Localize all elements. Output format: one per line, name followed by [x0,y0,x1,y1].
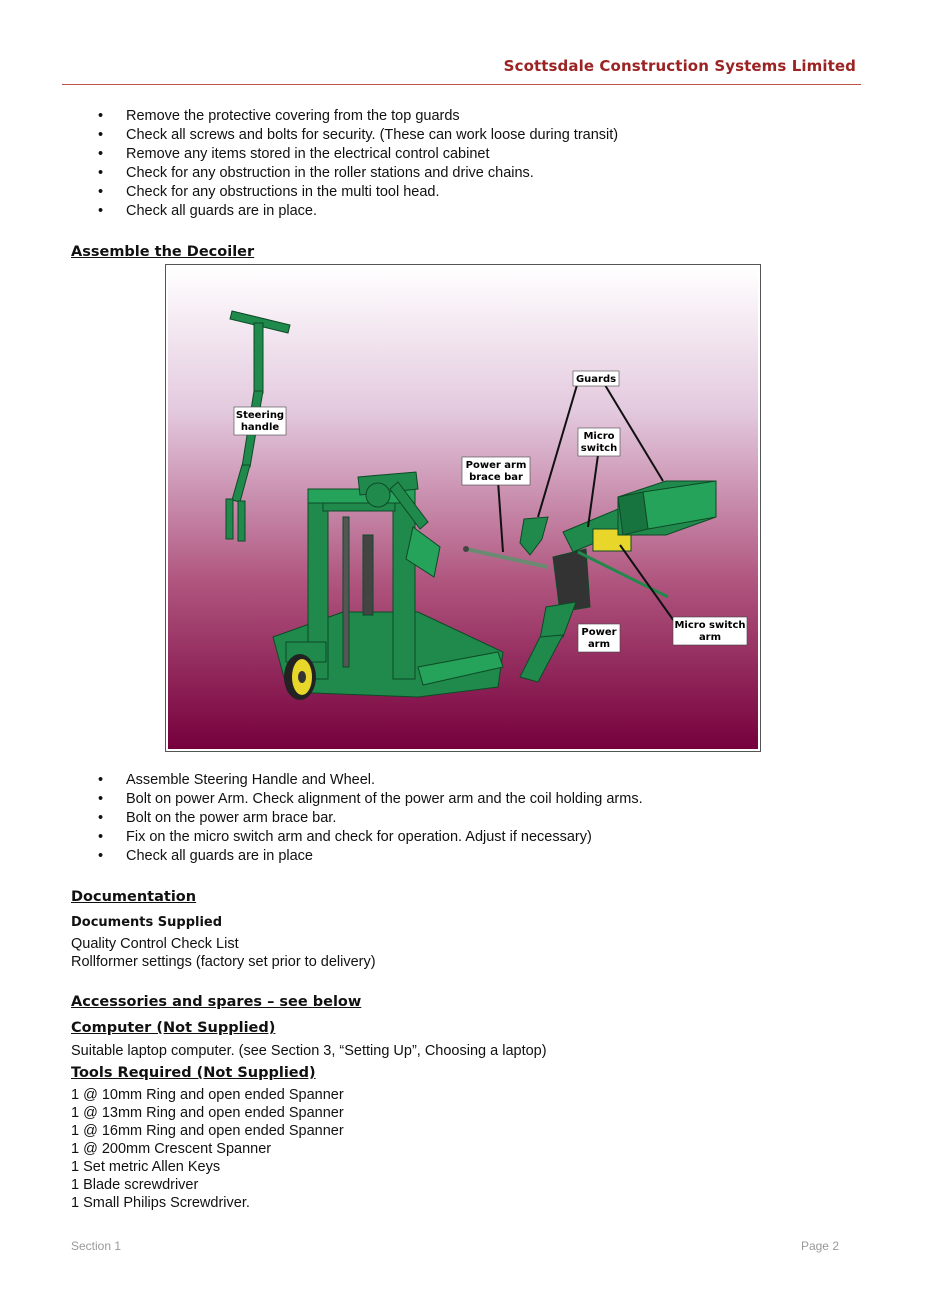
list-item: • Check all guards are in place [98,848,313,864]
assembly-steps-list [71,771,643,866]
list-item-text: Check all screws and bolts for security. (These can work loose during transit) [126,127,619,143]
decoiler-illustration [168,267,758,749]
documentation-heading: Documentation [71,889,197,905]
decoiler-diagram [165,264,761,752]
footer-section: Section 1 [71,1239,122,1253]
list-item-text: Fix on the micro switch arm and check for operation. Adjust if necessary) [126,829,592,845]
svg-text:Micro: Micro [583,431,615,442]
svg-text:brace bar: brace bar [469,472,523,483]
svg-text:switch: switch [580,443,618,454]
tool-item: 1 Small Philips Screwdriver. [71,1195,250,1211]
list-item: • Bolt on the power arm brace bar. [98,810,337,826]
label-micro-switch [578,428,620,456]
list-item: • Assemble Steering Handle and Wheel. [98,772,376,788]
footer-page-number: Page 2 [800,1239,839,1253]
list-item-text: Check all guards are in place [126,848,313,864]
computer-heading: Computer (Not Supplied) [71,1020,276,1036]
list-item-text: Bolt on power Arm. Check alignment of the power arm and the coil holding arms. [126,791,643,807]
svg-text:Power arm: Power arm [465,460,527,471]
svg-text:arm: arm [698,632,722,643]
list-item-text: Check all guards are in place. [126,203,318,219]
label-guards [573,371,619,386]
tool-item: 1 @ 200mm Crescent Spanner [71,1141,272,1157]
tool-item: 1 @ 16mm Ring and open ended Spanner [71,1123,344,1139]
list-item: • Check for any obstruction in the roller stations and drive chains. [98,165,534,181]
accessories-heading: Accessories and spares – see below [71,994,362,1010]
tool-item: 1 @ 13mm Ring and open ended Spanner [71,1105,344,1121]
list-item-text: Remove any items stored in the electrical control cabinet [126,146,490,162]
documents-supplied-heading: Documents Supplied [71,915,223,930]
company-name: Scottsdale Construction Systems Limited [503,57,856,75]
computer-text: Suitable laptop computer. (see Section 3, “Setting Up”, Choosing a laptop) [71,1043,547,1059]
tool-item: 1 @ 10mm Ring and open ended Spanner [71,1087,344,1103]
svg-text:Micro switch: Micro switch [674,620,746,631]
list-item-text: Check for any obstructions in the multi tool head. [126,184,440,200]
document-item: Quality Control Check List [71,936,239,952]
assemble-heading: Assemble the Decoiler [71,244,255,260]
tool-item: 1 Blade screwdriver [71,1177,199,1193]
list-item-text: Bolt on the power arm brace bar. [126,810,337,826]
svg-text:Power: Power [581,627,617,638]
label-power-arm [578,624,620,652]
label-brace-bar [462,457,530,485]
label-steering-handle [234,407,286,435]
list-item: • Bolt on power Arm. Check alignment of the power arm and the coil holding arms. [98,791,643,807]
svg-text:handle: handle [240,422,280,433]
pre-checks-list [71,107,618,221]
svg-text:Guards: Guards [575,374,617,385]
tool-item: 1 Set metric Allen Keys [71,1159,221,1175]
label-micro-switch-arm [673,617,747,645]
list-item: • Check for any obstructions in the multi tool head. [98,184,440,200]
list-item: • Check all screws and bolts for security. (These can work loose during transit) [98,127,619,143]
header-divider [62,84,861,85]
list-item: • Check all guards are in place. [98,203,318,219]
list-item: • Remove the protective covering from the top guards [98,108,460,124]
list-item: • Remove any items stored in the electrical control cabinet [98,146,490,162]
tools-heading: Tools Required (Not Supplied) [71,1065,316,1081]
list-item-text: Remove the protective covering from the top guards [126,108,460,124]
list-item-text: Check for any obstruction in the roller stations and drive chains. [126,165,534,181]
svg-text:Steering: Steering [235,410,285,421]
svg-text:arm: arm [587,639,611,650]
list-item: • Fix on the micro switch arm and check for operation. Adjust if necessary) [98,829,592,845]
document-item: Rollformer settings (factory set prior to delivery) [71,954,376,970]
list-item-text: Assemble Steering Handle and Wheel. [126,772,376,788]
